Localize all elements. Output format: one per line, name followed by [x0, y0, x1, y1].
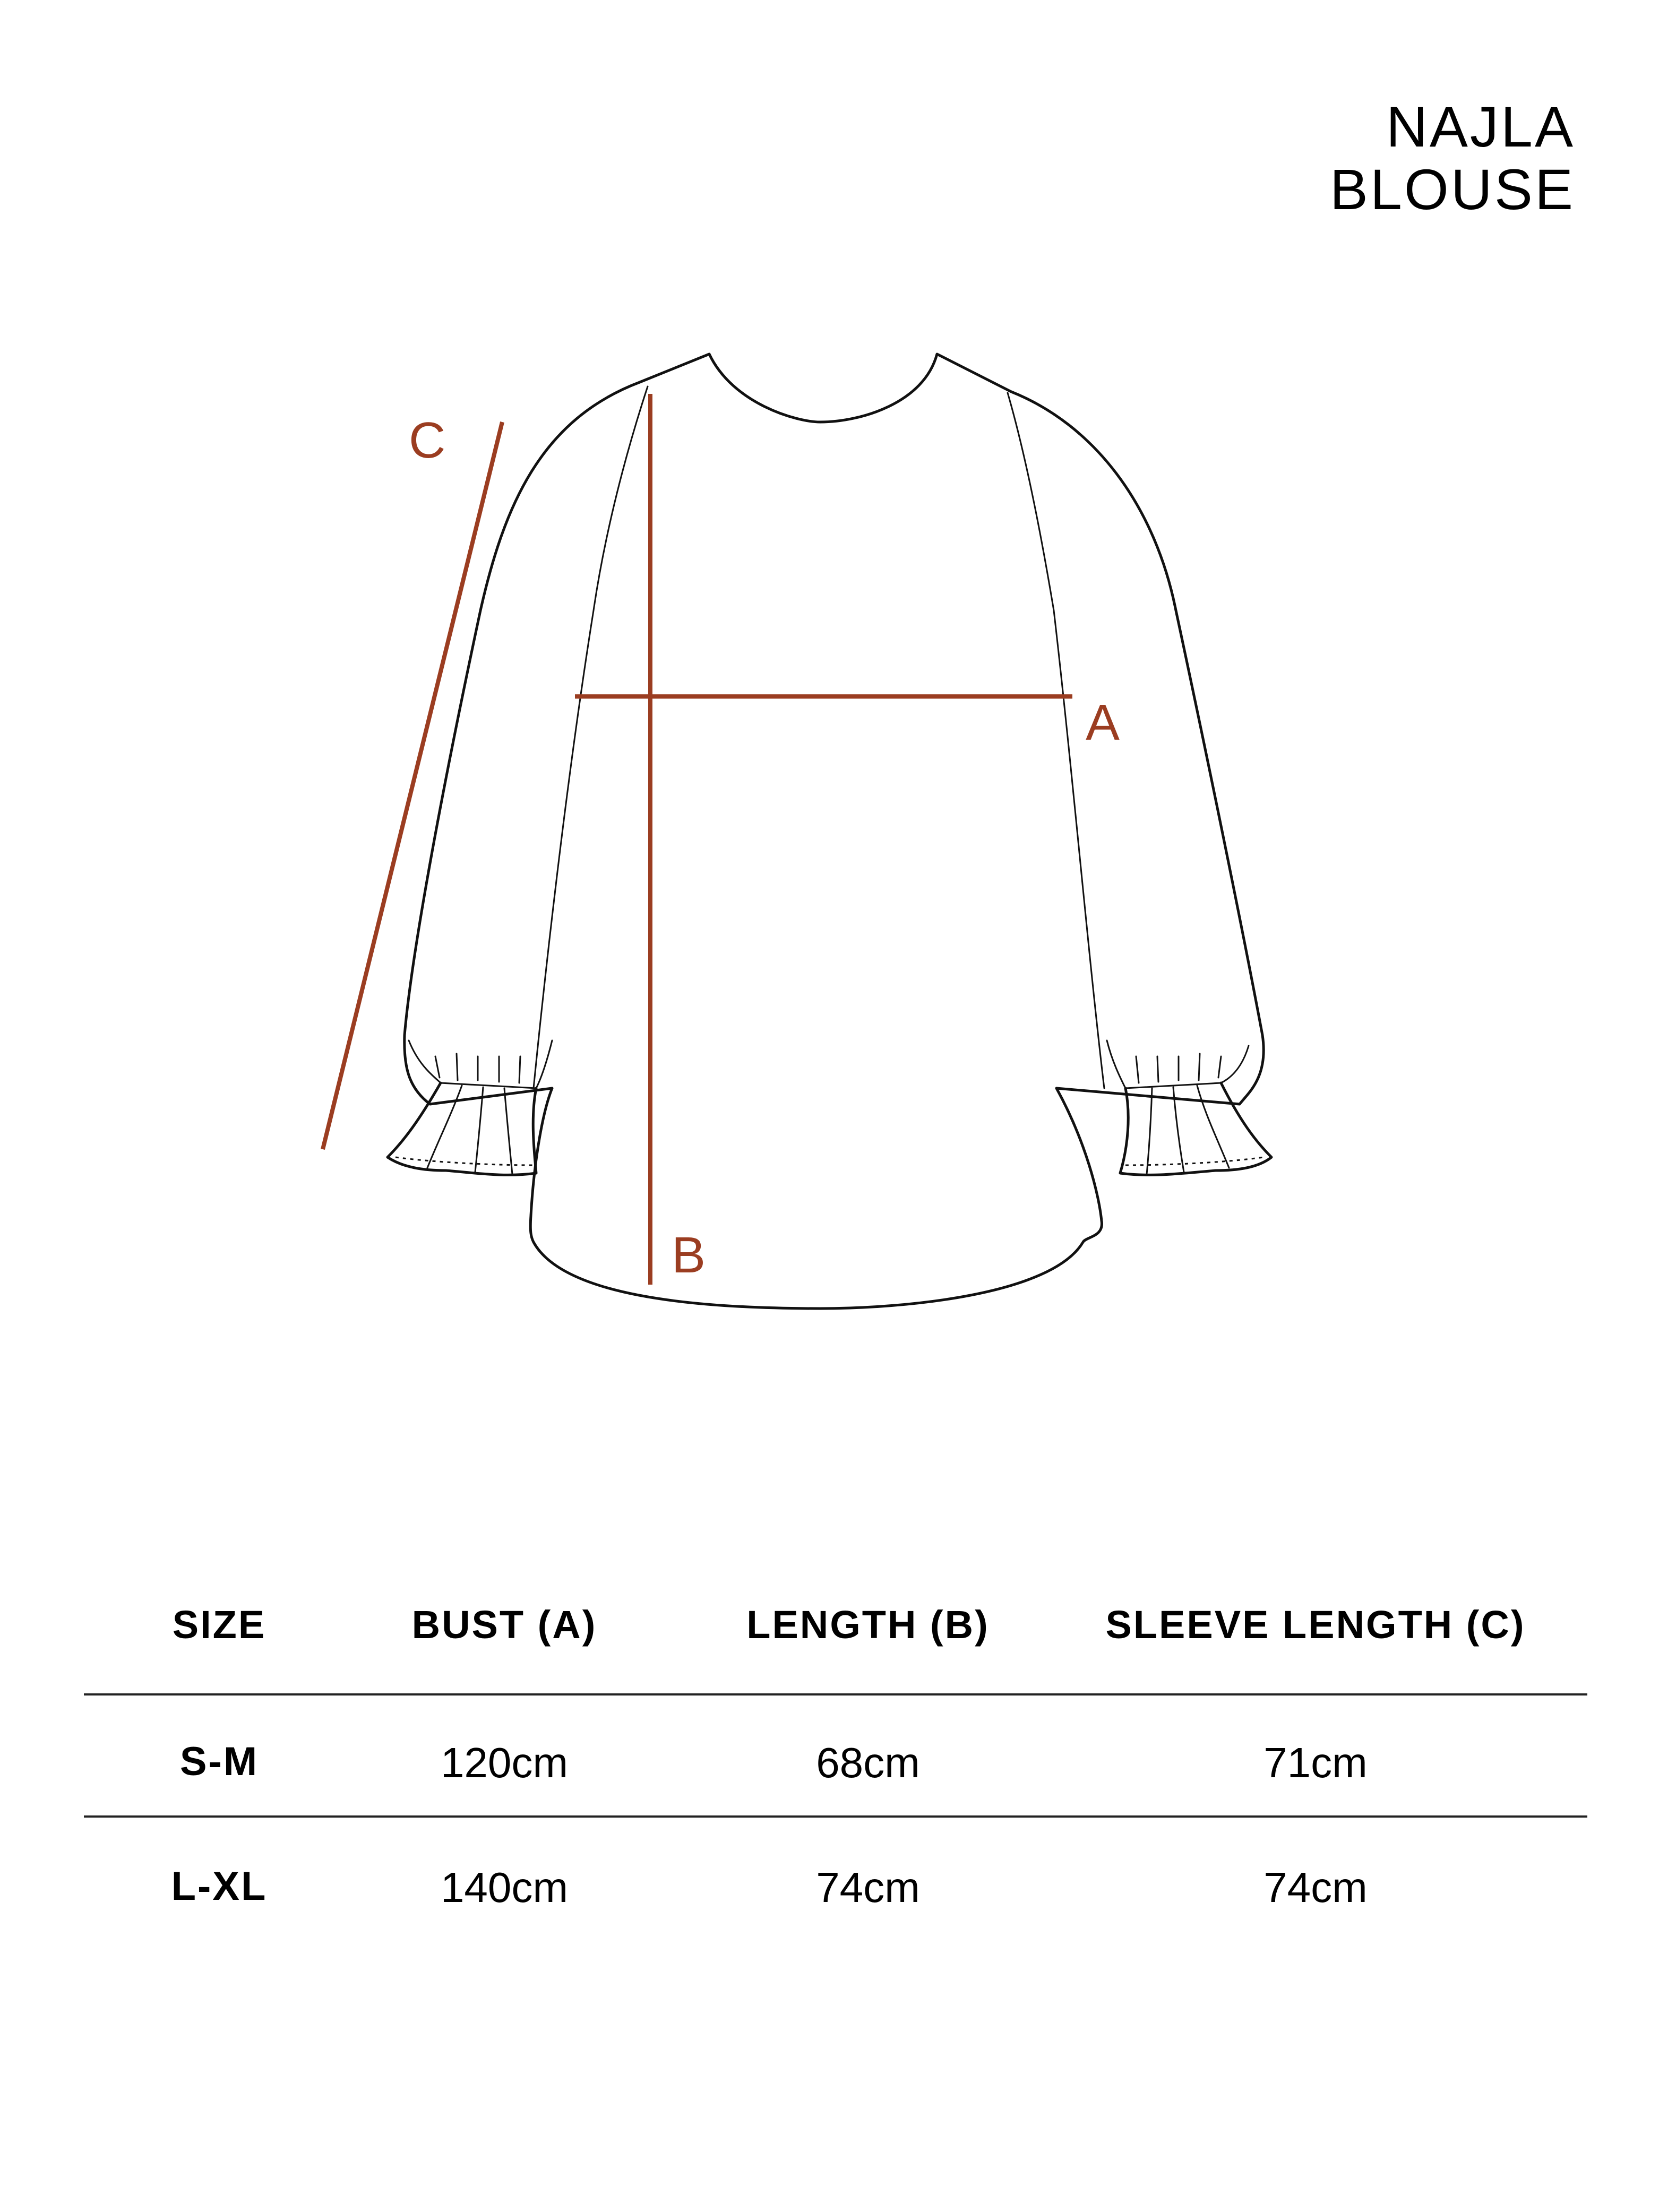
- left-cuff-pleat-3: [504, 1088, 512, 1174]
- table-row: [84, 1699, 1587, 1823]
- cell-bust: 120cm: [440, 1739, 569, 1786]
- right-cuff-gather-lines: [1136, 1054, 1221, 1083]
- header-size: SIZE: [172, 1603, 267, 1647]
- table-divider: [84, 1693, 1587, 1695]
- product-title-line-2: BLOUSE: [1329, 157, 1575, 221]
- right-cuff-hem-stitch: [1125, 1157, 1263, 1165]
- cell-bust: 140cm: [440, 1864, 569, 1911]
- length-label: B: [672, 1227, 706, 1284]
- cell-size: S-M: [179, 1739, 259, 1784]
- table-row: [84, 1823, 1587, 1948]
- sleeve-measure-line: [323, 422, 502, 1149]
- left-cuff-hem-stitch: [396, 1157, 534, 1165]
- product-title-line-1: NAJLA: [1386, 94, 1575, 159]
- cell-length: 68cm: [816, 1739, 920, 1786]
- left-cuff-gather: [409, 1040, 552, 1088]
- left-cuff-gather-lines: [435, 1054, 520, 1083]
- header-sleeve-length: SLEEVE LENGTH (C): [1105, 1603, 1526, 1647]
- cell-sleeve-length: 71cm: [1263, 1739, 1368, 1786]
- header-length: LENGTH (B): [746, 1603, 990, 1647]
- left-cuff-ruffle: [388, 1083, 536, 1175]
- size-chart-table: [84, 1571, 1587, 1948]
- cell-sleeve-length: 74cm: [1263, 1864, 1368, 1911]
- left-raglan-seam: [534, 386, 648, 1088]
- table-header-row: [84, 1571, 1587, 1699]
- table-divider: [84, 1815, 1587, 1818]
- header-bust: BUST (A): [411, 1603, 597, 1647]
- bust-label: A: [1086, 694, 1120, 751]
- cell-size: L-XL: [171, 1864, 268, 1909]
- right-cuff-pleat-1: [1147, 1088, 1152, 1174]
- sleeve-label: C: [409, 412, 446, 469]
- cell-length: 74cm: [816, 1864, 920, 1911]
- right-cuff-pleat-3: [1197, 1086, 1229, 1168]
- left-cuff-pleat-2: [475, 1087, 483, 1172]
